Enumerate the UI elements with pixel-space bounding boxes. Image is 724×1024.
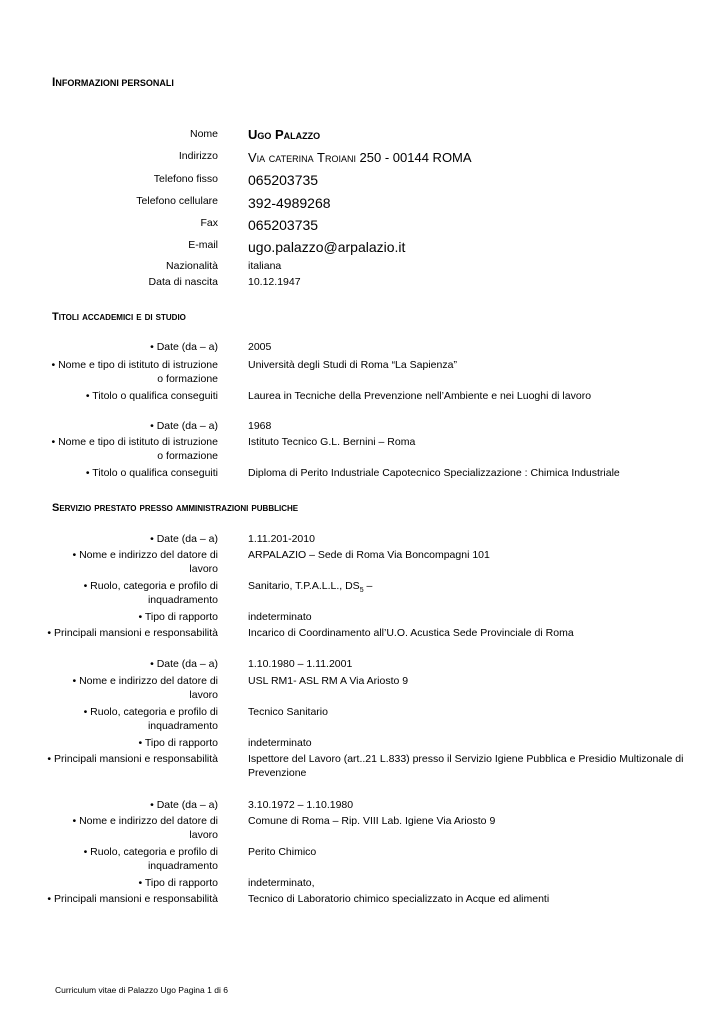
edu-date: 2005 bbox=[248, 341, 272, 353]
svc-duties-label: • Principali mansioni e responsabilità bbox=[47, 627, 218, 639]
svc-type: indeterminato bbox=[248, 611, 312, 623]
svc-date: 3.10.1972 – 1.10.1980 bbox=[248, 799, 354, 811]
svc-date-label: • Date (da – a) bbox=[150, 533, 218, 545]
edu-inst-label: • Nome e tipo di istituto di istruzione bbox=[51, 359, 218, 371]
svc-type-label: • Tipo di rapporto bbox=[138, 611, 218, 623]
edu-date-label: • Date (da – a) bbox=[150, 420, 218, 432]
edu-inst-label-2: o formazione bbox=[157, 373, 218, 385]
section-heading-service: Servizio prestato presso amministrazioni pubbliche bbox=[52, 502, 299, 514]
svc-emp-label-2: lavoro bbox=[189, 829, 218, 841]
svc-role: Perito Chimico bbox=[248, 846, 317, 858]
edu-title-label: • Titolo o qualifica conseguiti bbox=[85, 390, 218, 402]
value-address: Via caterina Troiani 250 - 00144 ROMA bbox=[248, 150, 472, 165]
section-heading-education: Titoli accademici e di studio bbox=[52, 311, 186, 323]
label-address: Indirizzo bbox=[178, 150, 218, 162]
svc-date-label: • Date (da – a) bbox=[150, 799, 218, 811]
svc-emp-label-2: lavoro bbox=[189, 563, 218, 575]
label-nationality: Nazionalità bbox=[166, 260, 218, 272]
value-nationality: italiana bbox=[248, 260, 282, 272]
svc-role-label-2: inquadramento bbox=[147, 860, 218, 872]
edu-inst: Università degli Studi di Roma “La Sapienza” bbox=[248, 359, 457, 371]
svc-emp: USL RM1- ASL RM A Via Ariosto 9 bbox=[248, 675, 409, 687]
svc-role-label: • Ruolo, categoria e profilo di bbox=[83, 580, 218, 592]
label-phone: Telefono fisso bbox=[153, 173, 218, 185]
label-name: Nome bbox=[189, 128, 218, 140]
label-email: E-mail bbox=[188, 239, 218, 251]
value-fax: 065203735 bbox=[248, 217, 319, 233]
svc-type: indeterminato, bbox=[248, 877, 315, 889]
edu-title-label: • Titolo o qualifica conseguiti bbox=[85, 467, 218, 479]
svc-duties: Tecnico di Laboratorio chimico specializzato in Acque ed alimenti bbox=[248, 893, 550, 905]
value-mobile: 392-4989268 bbox=[248, 195, 331, 211]
svc-role-label-2: inquadramento bbox=[147, 720, 218, 732]
edu-inst-label-2: o formazione bbox=[157, 450, 218, 462]
svc-emp-label: • Nome e indirizzo del datore di bbox=[72, 815, 218, 827]
svc-date-label: • Date (da – a) bbox=[150, 658, 218, 670]
edu-title: Diploma di Perito Industriale Capotecnico Specializzazione : Chimica Industriale bbox=[248, 467, 620, 479]
svc-duties-label: • Principali mansioni e responsabilità bbox=[47, 753, 218, 765]
svc-emp-label-2: lavoro bbox=[189, 689, 218, 701]
edu-inst: Istituto Tecnico G.L. Bernini – Roma bbox=[248, 436, 416, 448]
value-email[interactable]: ugo.palazzo@arpalazio.it bbox=[248, 239, 406, 255]
svc-type-label: • Tipo di rapporto bbox=[138, 877, 218, 889]
svc-role: Tecnico Sanitario bbox=[248, 706, 328, 718]
value-birthdate: 10.12.1947 bbox=[248, 276, 301, 288]
edu-date: 1968 bbox=[248, 420, 272, 432]
value-phone: 065203735 bbox=[248, 172, 319, 188]
svc-emp: Comune di Roma – Rip. VIII Lab. Igiene Via Ariosto 9 bbox=[248, 815, 496, 827]
svc-role-label: • Ruolo, categoria e profilo di bbox=[83, 706, 218, 718]
label-fax: Fax bbox=[200, 217, 218, 229]
svc-type-label: • Tipo di rapporto bbox=[138, 737, 218, 749]
svc-date: 1.11.201-2010 bbox=[248, 533, 315, 545]
svc-type: indeterminato bbox=[248, 737, 312, 749]
svc-emp: ARPALAZIO – Sede di Roma Via Boncompagni 101 bbox=[248, 549, 490, 561]
label-birthdate: Data di nascita bbox=[148, 276, 218, 288]
svc-role-label: • Ruolo, categoria e profilo di bbox=[83, 846, 218, 858]
page-footer: Curriculum vitae di Palazzo Ugo Pagina 1 di 6 bbox=[55, 985, 228, 995]
svc-role: Sanitario, T.P.A.L.L., $DS_5$ – bbox=[248, 580, 373, 595]
label-mobile: Telefono cellulare bbox=[136, 195, 218, 207]
svc-emp-label: • Nome e indirizzo del datore di bbox=[72, 549, 218, 561]
svc-date: 1.10.1980 – 1.11.2001 bbox=[248, 658, 353, 670]
svc-role-label-2: inquadramento bbox=[147, 594, 218, 606]
svc-duties: Ispettore del Lavoro (art..21 L.833) presso il Servizio Igiene Pubblica e Presidio Multizonale di bbox=[248, 753, 684, 765]
edu-inst-label: • Nome e tipo di istituto di istruzione bbox=[51, 436, 218, 448]
section-heading-personal: INFORMAZIONI PERSONALI bbox=[52, 75, 174, 89]
value-name: Ugo Palazzo bbox=[248, 127, 321, 142]
svc-duties-2: Prevenzione bbox=[248, 767, 307, 779]
edu-date-label: • Date (da – a) bbox=[150, 341, 218, 353]
edu-title: Laurea in Tecniche della Prevenzione nell’Ambiente e nei Luoghi di lavoro bbox=[248, 390, 592, 402]
svc-emp-label: • Nome e indirizzo del datore di bbox=[72, 675, 218, 687]
svc-duties: Incarico di Coordinamento all’U.O. Acustica Sede Provinciale di Roma bbox=[248, 627, 574, 639]
svc-duties-label: • Principali mansioni e responsabilità bbox=[47, 893, 218, 905]
